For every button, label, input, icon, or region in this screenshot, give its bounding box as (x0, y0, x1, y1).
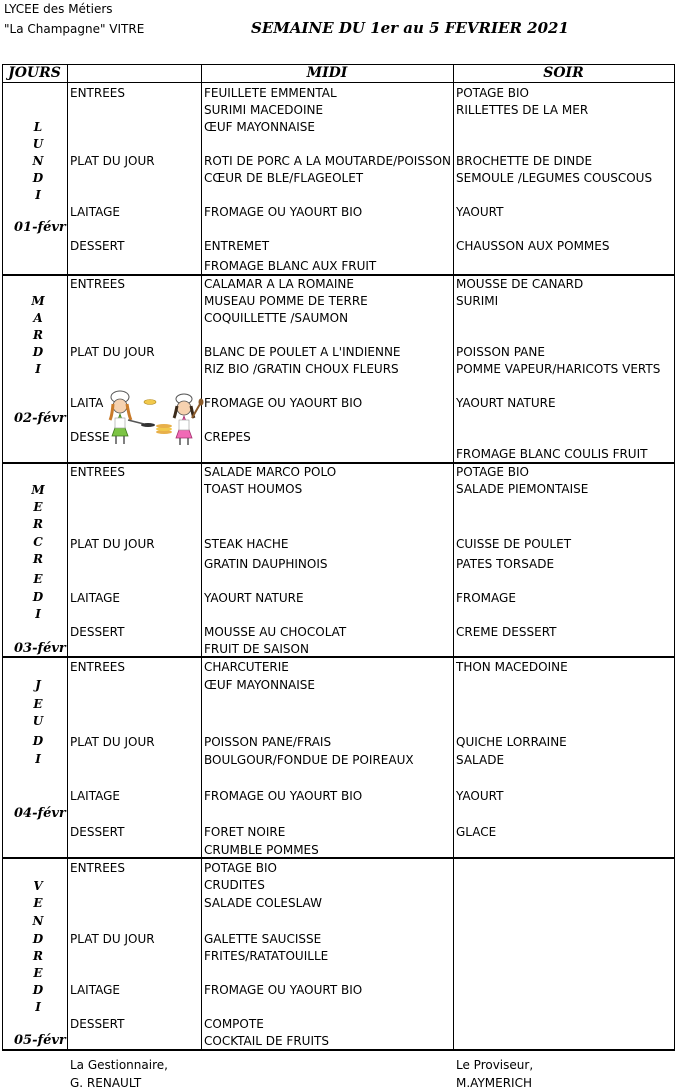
day-name-letter: M (31, 294, 45, 308)
soir-dish: POMME VAPEUR/HARICOTS VERTS (456, 362, 661, 376)
footer-left-name: G. RENAULT (70, 1076, 142, 1090)
course-category: DESSE (70, 430, 110, 444)
footer-left-title: La Gestionnaire, (70, 1058, 168, 1072)
midi-dish: POISSON PANE/FRAIS (204, 735, 332, 749)
midi-dish: CREPES (204, 430, 251, 444)
soir-dish: POISSON PANE (456, 345, 545, 359)
course-category: ENTREES (70, 660, 126, 674)
day-name-letter: U (32, 714, 44, 728)
soir-dish: CREME DESSERT (456, 625, 557, 639)
midi-dish: CŒUR DE BLE/FLAGEOLET (204, 171, 364, 185)
day-name-letter: N (32, 154, 44, 168)
midi-dish: TOAST HOUMOS (204, 482, 303, 496)
day-name-letter: D (32, 171, 44, 185)
day-name-letter: I (35, 188, 41, 202)
soir-dish: GLACE (456, 825, 497, 839)
day-name-letter: I (35, 362, 41, 376)
course-category: ENTREES (70, 277, 126, 291)
course-category: DESSERT (70, 825, 125, 839)
day-name-letter: D (32, 590, 44, 604)
day-name-letter: V (33, 879, 43, 893)
footer-right-name: M.AYMERICH (456, 1076, 532, 1090)
day-name-letter: N (32, 914, 44, 928)
day-name-letter: D (32, 345, 44, 359)
midi-dish: SALADE COLESLAW (204, 896, 322, 910)
day-name-letter: D (32, 983, 44, 997)
soir-dish: SALADE PIEMONTAISE (456, 482, 589, 496)
midi-dish: SALADE MARCO POLO (204, 465, 337, 479)
soir-dish: CHAUSSON AUX POMMES (456, 239, 610, 253)
soir-dish: POTAGE BIO (456, 465, 529, 479)
course-category: ENTREES (70, 86, 126, 100)
course-category: LAITAGE (70, 205, 120, 219)
day-date: 05-févr (14, 1033, 66, 1048)
day-date: 04-févr (14, 806, 66, 821)
midi-dish: FROMAGE OU YAOURT BIO (204, 205, 363, 219)
day-name-letter: M (31, 483, 45, 497)
midi-dish: FORET NOIRE (204, 825, 286, 839)
course-category: PLAT DU JOUR (70, 735, 155, 749)
soir-dish: MOUSSE DE CANARD (456, 277, 584, 291)
course-category: PLAT DU JOUR (70, 537, 155, 551)
midi-dish: POTAGE BIO (204, 861, 277, 875)
midi-dish: RIZ BIO /GRATIN CHOUX FLEURS (204, 362, 399, 376)
day-name-letter: E (33, 500, 43, 514)
soir-dish: QUICHE LORRAINE (456, 735, 567, 749)
day-separator (2, 857, 675, 859)
day-date: 02-févr (14, 411, 66, 426)
day-name-letter: E (33, 896, 43, 910)
day-name-letter: I (35, 607, 41, 621)
day-name-letter: R (33, 949, 43, 963)
midi-dish: BLANC DE POULET A L'INDIENNE (204, 345, 401, 359)
soir-dish: POTAGE BIO (456, 86, 529, 100)
midi-dish: CRUDITES (204, 878, 265, 892)
midi-column-divider (201, 64, 202, 1051)
midi-dish: ROTI DE PORC A LA MOUTARDE/POISSON (204, 154, 451, 168)
day-name-letter: R (33, 552, 43, 566)
midi-dish: FEUILLETE EMMENTAL (204, 86, 337, 100)
day-name-letter: J (35, 678, 41, 692)
midi-dish: BOULGOUR/FONDUE DE POIREAUX (204, 753, 414, 767)
header-bottom-border (2, 82, 675, 83)
midi-dish: COQUILLETTE /SAUMON (204, 311, 349, 325)
table-right-border (674, 64, 675, 1051)
day-name-letter: U (32, 137, 44, 151)
soir-dish: SURIMI (456, 294, 499, 308)
soir-dish: CUISSE DE POULET (456, 537, 572, 551)
midi-dish: FROMAGE OU YAOURT BIO (204, 983, 363, 997)
soir-dish: BROCHETTE DE DINDE (456, 154, 593, 168)
midi-dish: GALETTE SAUCISSE (204, 932, 322, 946)
column-header-soir: SOIR (543, 65, 584, 81)
day-name-letter: I (35, 752, 41, 766)
school-name: LYCEE des Métiers (4, 2, 113, 16)
column-header-jours: JOURS (8, 65, 61, 81)
day-name-letter: C (33, 535, 43, 549)
column-header-midi: MIDI (306, 65, 348, 81)
course-category: PLAT DU JOUR (70, 932, 155, 946)
soir-dish: SEMOULE /LEGUMES COUSCOUS (456, 171, 653, 185)
day-name-letter: E (33, 697, 43, 711)
soir-dish: YAOURT (456, 789, 504, 803)
soir-dish: FROMAGE (456, 591, 516, 605)
day-name-letter: L (33, 120, 43, 134)
course-category: DESSERT (70, 239, 125, 253)
soir-dish: YAOURT (456, 205, 504, 219)
midi-dish: COMPOTE (204, 1017, 264, 1031)
day-name-letter: R (33, 328, 43, 342)
midi-dish: FRITES/RATATOUILLE (204, 949, 329, 963)
soir-dish: THON MACEDOINE (456, 660, 568, 674)
table-left-border (2, 64, 3, 1051)
course-category: PLAT DU JOUR (70, 154, 155, 168)
course-category: DESSERT (70, 1017, 125, 1031)
course-category: PLAT DU JOUR (70, 345, 155, 359)
cooks-with-crepes-icon (104, 388, 204, 448)
midi-dish: MUSEAU POMME DE TERRE (204, 294, 368, 308)
soir-dish: SALADE (456, 753, 505, 767)
midi-dish: ŒUF MAYONNAISE (204, 678, 315, 692)
course-category: DESSERT (70, 625, 125, 639)
midi-dish: ENTREMET (204, 239, 270, 253)
course-category: LAITAGE (70, 789, 120, 803)
day-separator (2, 274, 675, 276)
midi-dish: MOUSSE AU CHOCOLAT (204, 625, 347, 639)
day-name-letter: A (33, 311, 43, 325)
day-date: 03-févr (14, 641, 66, 656)
midi-dish: CHARCUTERIE (204, 660, 289, 674)
midi-dish: CALAMAR A LA ROMAINE (204, 277, 354, 291)
day-name-letter: D (32, 734, 44, 748)
course-category: LAITAGE (70, 983, 120, 997)
midi-dish: STEAK HACHE (204, 537, 289, 551)
soir-dish: YAOURT NATURE (456, 396, 556, 410)
soir-dish: PATES TORSADE (456, 557, 555, 571)
day-name-letter: D (32, 932, 44, 946)
midi-dish: FRUIT DE SAISON (204, 642, 309, 656)
midi-dish: FROMAGE BLANC AUX FRUIT (204, 259, 377, 273)
soir-dish: FROMAGE BLANC COULIS FRUIT (456, 447, 648, 461)
day-separator (2, 462, 675, 464)
day-separator (2, 656, 675, 658)
course-category: LAITA (70, 396, 104, 410)
course-category: ENTREES (70, 465, 126, 479)
day-name-letter: R (33, 517, 43, 531)
day-name-letter: E (33, 572, 43, 586)
midi-dish: FROMAGE OU YAOURT BIO (204, 789, 363, 803)
soir-column-divider (453, 64, 454, 1051)
jours-column-divider (67, 64, 68, 1051)
course-category: ENTREES (70, 861, 126, 875)
midi-dish: ŒUF MAYONNAISE (204, 120, 315, 134)
day-name-letter: E (33, 966, 43, 980)
school-location: "La Champagne" VITRE (4, 22, 145, 36)
midi-dish: COCKTAIL DE FRUITS (204, 1034, 329, 1048)
midi-dish: FROMAGE OU YAOURT BIO (204, 396, 363, 410)
course-category: LAITAGE (70, 591, 120, 605)
table-bottom-border (2, 1049, 675, 1051)
midi-dish: GRATIN DAUPHINOIS (204, 557, 328, 571)
week-title: SEMAINE DU 1er au 5 FEVRIER 2021 (251, 19, 569, 37)
midi-dish: CRUMBLE POMMES (204, 843, 319, 857)
day-date: 01-févr (14, 220, 66, 235)
soir-dish: RILLETTES DE LA MER (456, 103, 589, 117)
midi-dish: SURIMI MACEDOINE (204, 103, 324, 117)
day-name-letter: I (35, 1000, 41, 1014)
footer-right-title: Le Proviseur, (456, 1058, 534, 1072)
midi-dish: YAOURT NATURE (204, 591, 304, 605)
